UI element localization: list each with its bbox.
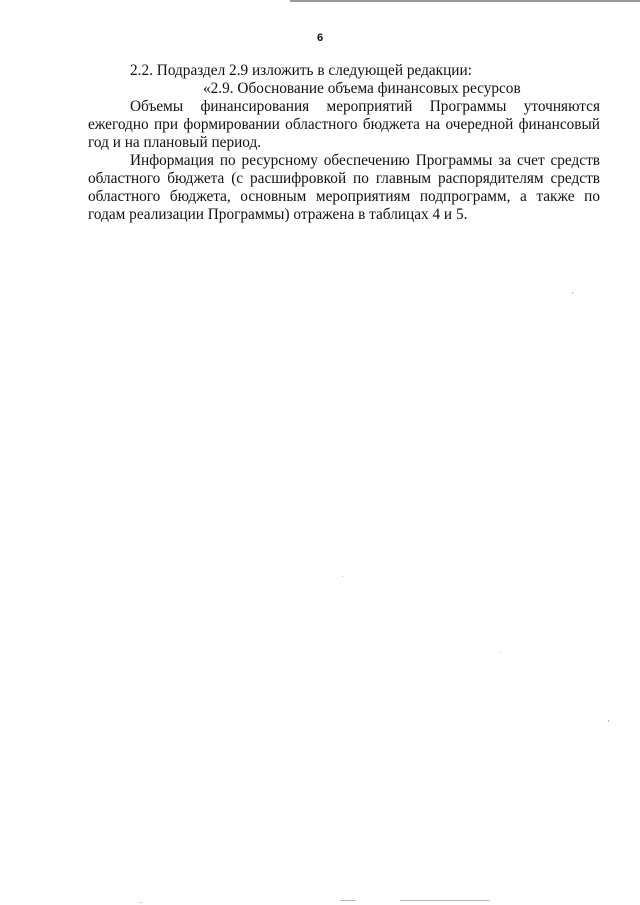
paragraph-instruction: 2.2. Подраздел 2.9 изложить в следующей редакции: [130,62,472,79]
page-number: 6 [316,32,324,44]
scan-speck [400,900,490,901]
scan-speck [608,720,609,722]
scan-speck [500,652,501,653]
paragraph-funding-volumes: Объемы финансирования мероприятий Программы уточняются ежегодно при формировании областного бюджета на очередной финансовый год и на плановый период. [88,98,600,151]
scan-speck [340,900,356,901]
scan-speck [342,576,343,577]
scan-speck [572,292,573,294]
paragraph-resource-info: Информация по ресурсному обеспечению Программы за счет средств областного бюджета (с расшифровкой по главным распорядителям средств областного бюджета, основным мероприятиям подпрограмм, а также по годам реализации Программы) отражена в таблицах 4 и 5. [88,152,600,223]
document-body [88,62,600,224]
section-heading: «2.9. Обоснование объема финансовых ресурсов [203,80,521,97]
scan-speck [140,902,142,903]
scan-edge-line [290,0,640,2]
